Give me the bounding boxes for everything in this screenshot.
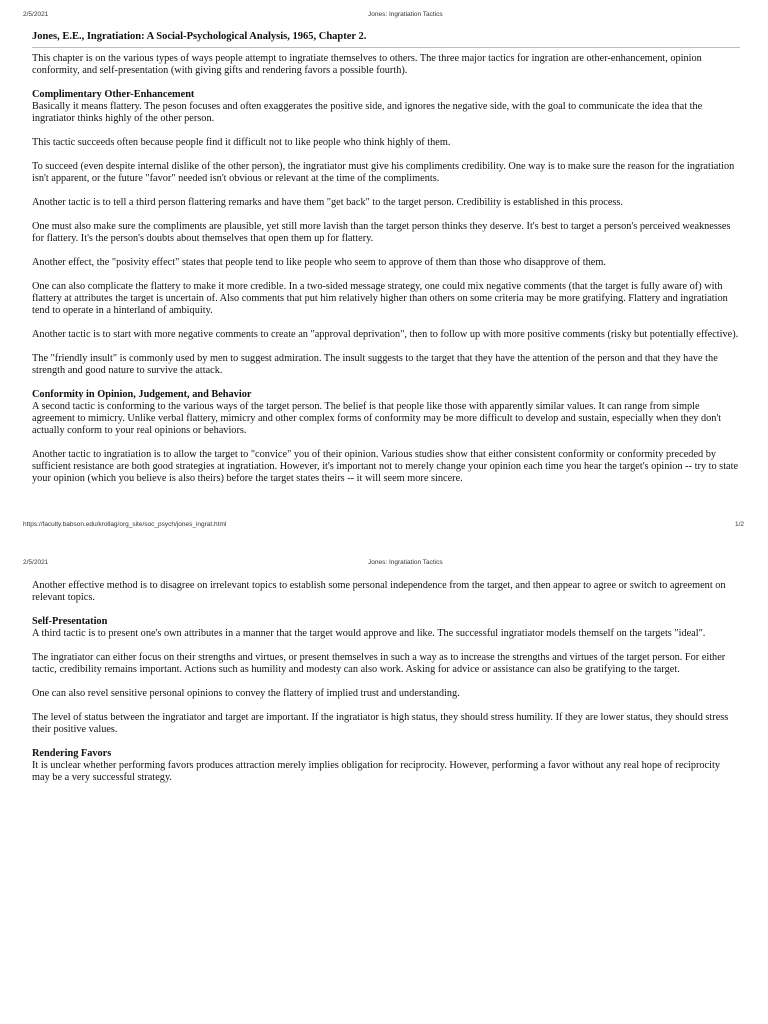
page-content xyxy=(32,31,740,497)
document-page-2 xyxy=(0,548,768,1024)
source-url: https://faculty.babson.edu/krollag/org_site/soc_psych/jones_ingrat.html xyxy=(23,521,227,528)
section-self-presentation xyxy=(32,616,740,736)
paragraph: Another tactic is to tell a third person flattering remarks and have them "get back" to the target person. Credibility is established in this process. xyxy=(32,197,623,208)
paragraph: This tactic succeeds often because people find it difficult not to like people who think highly of them. xyxy=(32,137,451,148)
paragraph: One must also make sure the compliments are plausible, yet still more lavish than the target person thinks they deserve. It's best to target a person's perceived weaknesses for flattery. It's the person's doubts about themselves that open them up for flattery. xyxy=(32,221,731,244)
paragraph: Another effective method is to disagree on irrelevant topics to establish some personal independence from the target, and then appear to agree or switch to agreement on relevant topics. xyxy=(32,580,726,603)
paragraph: One can also revel sensitive personal opinions to convey the flattery of implied trust and understanding. xyxy=(32,688,460,699)
paragraph: The level of status between the ingratiator and target are important. If the ingratiator is high status, they should stress humility. If they are lower status, they should stress their positive values. xyxy=(32,712,729,735)
section-heading: Conformity in Opinion, Judgement, and Behavior xyxy=(32,389,252,400)
paragraph: Another tactic is to start with more negative comments to create an "approval deprivation", then to follow up with more positive comments (risky but potentially effective). xyxy=(32,329,739,340)
paragraph: One can also complicate the flattery to make it more credible. In a two-sided message strategy, one could mix negative comments (that the target is fully aware of) with flattery at attributes the target is uncertain of. Also comments that put him relatively higher than others on some criteria may be more gratifying. Flattery and ingratiation tend to operate in a hinterland of ambiquity. xyxy=(32,281,728,316)
page-header xyxy=(0,559,768,569)
paragraph: The ingratiator can either focus on their strengths and virtues, or present themselves in such a way as to increase the strengths and virtues of the target person. For either tactic, credibility remains important. Actions such as humility and modesty can also work. Asking for advice or assistance can also be gratifying to the target. xyxy=(32,652,726,675)
page-footer xyxy=(0,521,768,531)
section-other-enhancement xyxy=(32,89,740,377)
page-number: 1/2 xyxy=(734,521,744,528)
paragraph: A third tactic is to present one's own attributes in a manner that the target would approve and like. The successful ingratiator models themself on the targets "ideal". xyxy=(32,628,706,639)
paragraph: It is unclear whether performing favors produces attraction merely implies obligation for reciprocity. However, performing a favor without any real hope of reciprocity may be a very successful strategy. xyxy=(32,760,720,783)
paragraph: Basically it means flattery. The peson focuses and often exaggerates the positive side, and ignores the negative side, with the goal to communicate the idea that the ingratiator thinks highly of the other person. xyxy=(32,101,703,124)
print-date: 2/5/2021 xyxy=(23,559,49,566)
section-heading: Complimentary Other-Enhancement xyxy=(32,89,195,100)
section-rendering-favors xyxy=(32,748,740,784)
print-date: 2/5/2021 xyxy=(23,11,49,18)
print-title: Jones: Ingratiation Tactics xyxy=(368,11,443,18)
section-heading: Self-Presentation xyxy=(32,616,108,627)
print-title: Jones: Ingratiation Tactics xyxy=(368,559,443,566)
intro-paragraph: This chapter is on the various types of ways people attempt to ingratiate themselves to others. The three major tactics for ingration are other-enhancement, opinion conformity, and self-presentation (with giving gifts and rendering favors a possible fourth). xyxy=(32,53,702,76)
paragraph: Another tactic to ingratiation is to allow the target to "convice" you of their opinion. Various studies show that either consistent conformity or conformity preceded by sufficient resistance are both good strategies at ingratiation. However, it's important not to merely change your opinion each time you hear the target's opinion -- try to state your opinion (which you believe is also theirs) before the target states theirs -- it will seem more sincere. xyxy=(32,449,739,484)
paragraph: To succeed (even despite internal dislike of the other person), the ingratiator must give his compliments credibility. One way is to make sure the reason for the ingratiation isn't apparent, or the future "favor" needed isn't obvious or relevant at the time of the compliments. xyxy=(32,161,735,184)
paragraph: The "friendly insult" is commonly used by men to suggest admiration. The insult suggests to the target that they have the attention of the person and that they have the strength and good nature to survive the attack. xyxy=(32,353,718,376)
page-content xyxy=(32,580,740,796)
document-title: Jones, E.E., Ingratiation: A Social-Psychological Analysis, 1965, Chapter 2. xyxy=(32,31,740,48)
paragraph: Another effect, the "posivity effect" states that people tend to like people who seem to approve of them than those who disapprove of them. xyxy=(32,257,606,268)
paragraph: A second tactic is conforming to the various ways of the target person. The belief is that people like those with apparently similar values. It can range from simple agreement to mimicry. Unlike verbal flattery, mimicry and other complex forms of conformity may be more difficult to develop and sustain, especially when they don't actually conform to your real opinions or behaviors. xyxy=(32,401,722,436)
section-conformity xyxy=(32,389,740,485)
page-header xyxy=(0,11,768,21)
section-heading: Rendering Favors xyxy=(32,748,112,759)
